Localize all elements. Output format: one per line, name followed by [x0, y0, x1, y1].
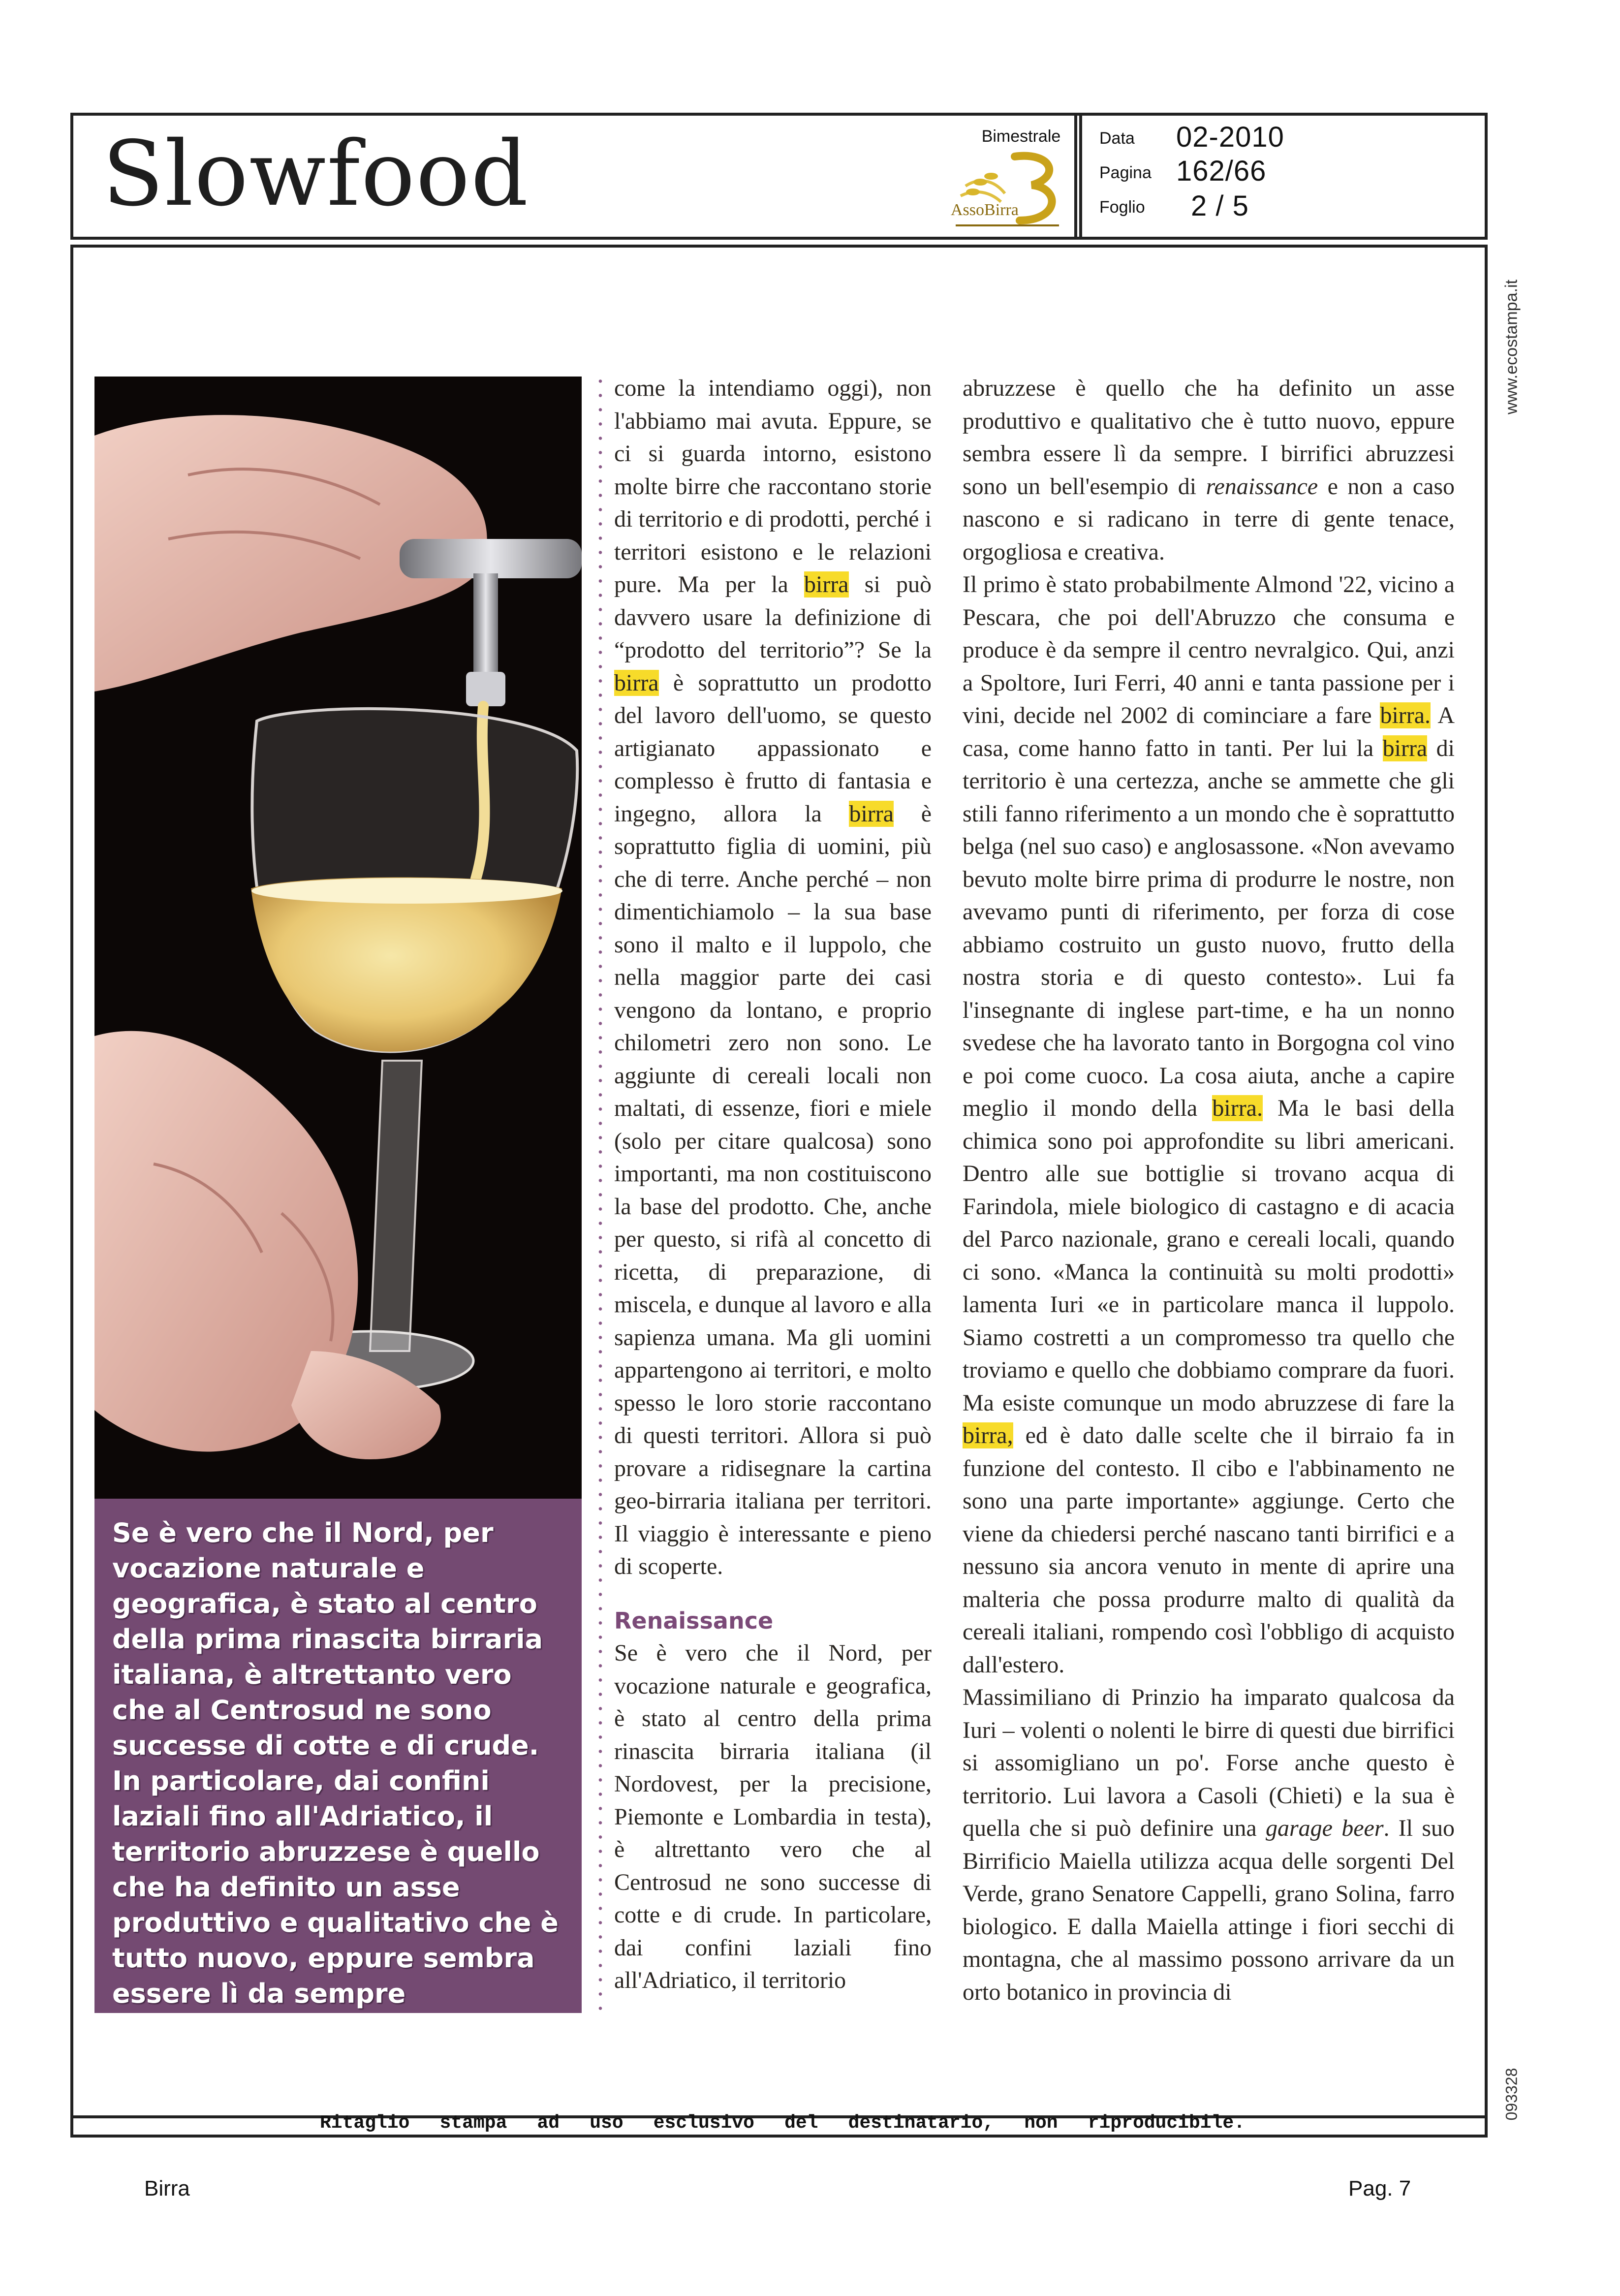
- section-name: Birra: [144, 2176, 190, 2201]
- pull-quote-text: Se è vero che il Nord, per vocazione naturale e geografica, è stato al centro della prima rinascita birraria italiana, è altrettanto vero che al Centrosud ne sono successe di cotte e di crude. In particolare, dai confini laziali fino all'Adriatico, il territorio abruzzese è quello che ha definito un asse produttivo e qualitativo che è tutto nuovo, eppure sembra essere lì da sempre: [112, 1517, 559, 2009]
- highlighted-term: birra.: [1212, 1095, 1263, 1121]
- clipping-notice: Ritaglio stampa ad uso esclusivo del destinatario, non riproducibile.: [320, 2112, 1245, 2134]
- page-label: Pagina: [1099, 163, 1152, 182]
- paragraph: Il primo è stato probabilmente Almond '22, vicino a Pescara, che poi dell'Abruzzo che consuma e produce è da sempre il centro nevralgico. Qui, anzi a Spoltore, Iuri Ferri, 40 anni e tanta passione per i vini, decide nel 2002 di cominciare a fare birra. A casa, come hanno fatto in tanti. Per lui la birra di territorio è una certezza, anche se ammette che gli stili fanno riferimento a un mondo che è soprattutto belga (nel suo caso) e anglosassone. «Non avevamo bevuto molte birre prima di produrre le nostre, non avevamo punti di riferimento, per forza di cose abbiamo costruito un gusto nuovo, frutto della nostra storia e di questo contesto». Lui fa l'insegnante di inglese part-time, e ha un nonno svedese che ha lavorato tanto in Borgogna col vino e poi come cuoco. La cosa aiuta, anche a capire meglio il mondo della birra. Ma le basi della chimica sono poi approfondite su libri americani. Dentro alle sue bottiglie si trovano acqua di Farindola, miele biologico di castagno e di acacia del Parco nazionale, grano e cereali locali, quando ci sono. «Manca la continuità su molti prodotti» lamenta Iuri «e in particolare manca il luppolo. Siamo costretti a un compromesso tra quello che troviamo e quello che dobbiamo comprare da fuori. Ma esiste comunque un modo abruzzese di fare la birra, ed è dato dalle scelte che il birraio fa in funzione del contesto. Il cibo e l'abbinamento ne sono una parte importante» aggiunge. Certo che viene da chiedersi perché nascano tanti birrifici e a nessuno sia ancora venuto in mente di aprire una malteria che possa produrre malto di qualità da cereali italiani, rompendo così l'obbligo di acquisto dall'estero.: [963, 571, 1455, 1678]
- highlighted-term: birra,: [963, 1422, 1013, 1448]
- highlighted-term: birra: [614, 669, 659, 696]
- page-number: Pag. 7: [1348, 2176, 1411, 2201]
- frequency-label: Bimestrale: [981, 127, 1061, 146]
- pull-quote: [94, 1499, 582, 2013]
- photo-credit: [102, 1132, 122, 1408]
- logo-name: AssoBirra: [951, 201, 1019, 219]
- side-url: www.ecostampa.it: [1502, 280, 1521, 414]
- paragraph: come la intendiamo oggi), non l'abbiamo mai avuta. Eppure, se ci si guarda intorno, esistono molte birre che raccontano storie di territorio e di prodotti, perché i territori esistono e le relazioni pure. Ma per la birra si può davvero usare la definizione di “prodotto del territorio”? Se la birra è soprattutto un prodotto del lavoro dell'uomo, se questo artigianato appassionato e complesso è frutto di fantasia e ingegno, allora la birra è soprattutto figlia di uomini, più che di terre. Anche perché – non dimentichiamolo – la sua base sono il malto e il luppolo, che nella maggior parte dei casi vengono da lontano, e proprio chilometri zero non sono. Le aggiunte di cereali locali non maltati, di essenze, fiori e miele (solo per citare qualcosa) sono importanti, ma non costituiscono la base del prodotto. Che, anche per questo, si rifà al concetto di ricetta, di preparazione, di miscela, e dunque al lavoro e alla sapienza umana. Ma gli uomini appartengono ai territori, e molto spesso le loro storie raccontano di questi territori. Allora si può provare a ridisegnare la cartina geo-birraria italiana per territori. Il viaggio è interessante e pieno di scoperte.: [614, 375, 932, 1579]
- sheet-label: Foglio: [1099, 198, 1145, 217]
- masthead-title: Slowfood: [102, 122, 530, 226]
- section-heading: Renaissance: [614, 1607, 774, 1634]
- paragraph: Se è vero che il Nord, per vocazione naturale e geografica, è stato al centro della prima rinascita birraria italiana (il Nordovest, per la precisione, Piemonte e Lombardia in testa), è altrettanto vero che al Centrosud ne sono successe di cotte e di crude. In particolare, dai confini laziali fino all'Adriatico, il territorio: [614, 1640, 932, 1993]
- header-divider: [1074, 113, 1077, 240]
- highlighted-term: birra.: [1380, 702, 1431, 728]
- column-separator: [598, 374, 603, 2018]
- highlighted-term: birra: [849, 800, 894, 827]
- highlighted-term: birra: [1382, 735, 1428, 761]
- paragraph: abruzzese è quello che ha definito un asse produttivo e qualitativo che è tutto nuovo, eppure sembra essere lì da sempre. I birrifici abruzzesi sono un bell'esempio di renaissance e non a caso nascono e si radicano in terre di gente tenace, orgogliosa e creativa.: [963, 375, 1455, 565]
- date-value: 02-2010: [1176, 121, 1284, 153]
- highlighted-term: birra: [804, 571, 849, 598]
- sheet-value: 2 / 5: [1191, 190, 1249, 222]
- side-code: 093328: [1502, 2068, 1521, 2121]
- article-column-2: [614, 372, 932, 1997]
- article-column-3: [963, 372, 1455, 2009]
- beer-pouring-photo: [94, 377, 582, 1499]
- header-divider: [1079, 113, 1082, 240]
- paragraph: Massimiliano di Prinzio ha imparato qualcosa da Iuri – volenti o nolenti le birre di questi due birrifici si assomigliano un po'. Forse anche questo è territorio. Lui lavora a Casoli (Chieti) e la sua è quella che si può definire una garage beer. Il suo Birrificio Maiella utilizza acqua delle sorgenti Del Verde, grano Senatore Cappelli, grano Solina, farro biologico. E dalla Maiella attinge i fiori secchi di montagna, che al massimo possono arrivare da un orto botanico in provincia di: [963, 1684, 1455, 2005]
- page-value: 162/66: [1176, 155, 1267, 187]
- date-label: Data: [1099, 129, 1135, 148]
